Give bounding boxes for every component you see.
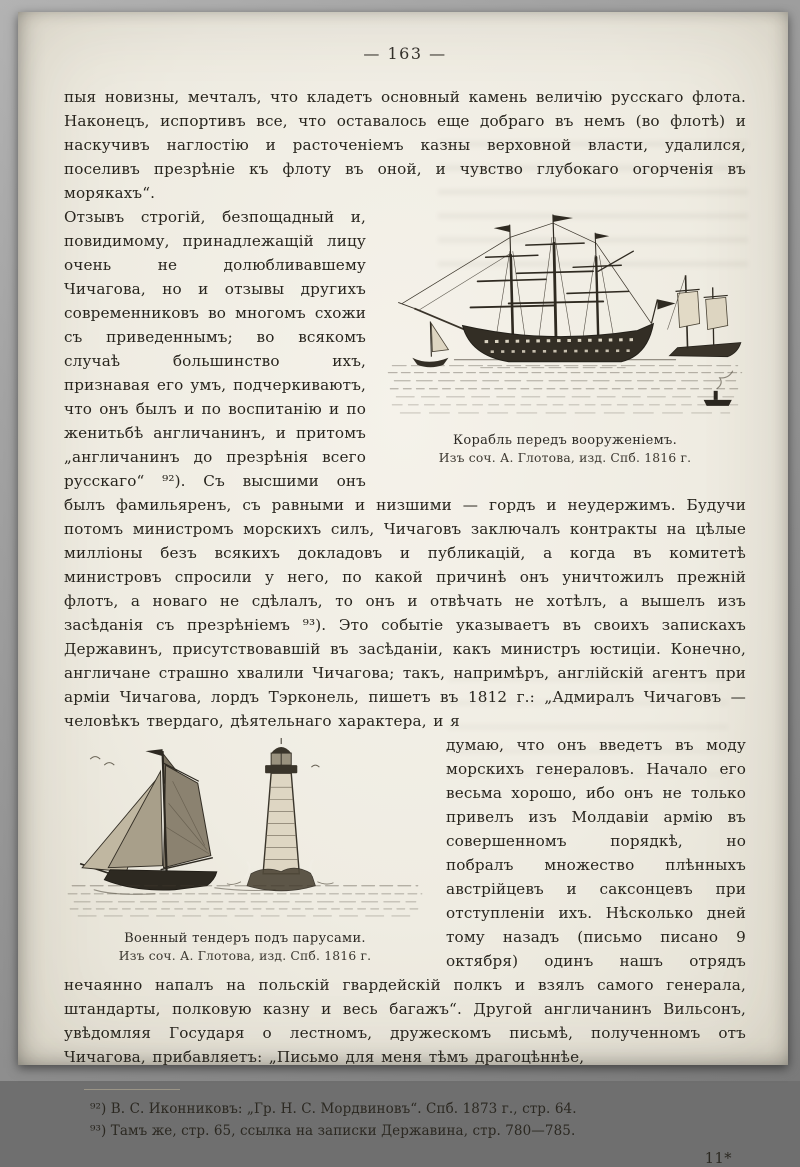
small-steamboat [704,371,733,406]
lighthouse [227,738,334,891]
signature-mark: 11* [704,1151,732,1167]
body-paragraph-1: пыя новизны, мечталъ, что кладетъ основный камень величію русскаго флота. Наконецъ, испортивъ все, что оставалось еще добраго въ немъ (во флотѣ) и наскучивъ наглостію и расточеніемъ казны верховной власти, удалился, поселивъ презрѣніе къ флоту въ оной, и чувство глубокаго огорченія въ морякахъ“. [64,88,746,202]
warship-engraving-illustration [384,209,746,425]
footnote-92: ⁹²) В. С. Иконниковъ: „Гр. Н. С. Мордвиновъ“. Спб. 1873 г., стр. 64. [90,1101,577,1117]
figure-caption-title: Военный тендеръ подъ парусами. [124,931,366,946]
book-page [18,12,788,1167]
figure-caption-title: Корабль передъ вооруженіемъ. [452,433,678,448]
footnote-divider [84,1089,180,1090]
footnote-93: ⁹³) Тамъ же, стр. 65, ссылка на записки Державина, стр. 780—785. [90,1123,576,1139]
sea-hatching [388,360,742,413]
tender-lighthouse-engraving-illustration [64,737,426,923]
page-content [18,12,788,1167]
small-sailboat [412,322,448,368]
second-vessel [667,275,740,356]
tender-sailboat [80,749,217,890]
ship-pennants [494,215,676,309]
footnotes-section [64,1089,746,1141]
figure-caption-source: Изъ соч. А. Глотова, изд. Спб. 1816 г. [438,451,692,465]
figure-caption-source: Изъ соч. А. Глотова, изд. Спб. 1816 г. [118,949,372,963]
figure-warship [384,209,746,465]
ship-hull [463,324,654,362]
figure-caption [384,433,746,465]
figure-caption [64,931,426,963]
figure-tender [64,737,426,963]
sea-hatching [68,886,422,916]
page-number: — 163 — [363,44,447,63]
ship-masts [471,215,634,338]
body-paragraph-2: Отзывъ строгій, безпощадный и, повидимому, принадлежащій лицу очень не долюбливавшему Чичагова, но и отзывы другихъ современниковъ во многомъ схожи съ приведеннымъ; во всякомъ случаѣ большинство ихъ, признавая его умъ, подчеркиваютъ, что онъ былъ и по воспитанію и по женитьбѣ англичанинъ, и притомъ „англичанинъ до презрѣнія всего русскаго“ ⁹²). Съ высшими онъ былъ фамильяренъ, съ равными и низшими — гордъ и неудержимъ. Будучи потомъ министромъ морскихъ силъ, Чичаговъ заключалъ контракты на цѣлые милліоны безъ всякихъ докладовъ и публикацій, а когда въ комитетѣ министровъ спросили у него, по какой причинѣ онъ уничтожилъ прежній флотъ, а новаго не сдѣлалъ, то онъ и отвѣчать не хотѣлъ, а вышелъ изъ засѣданія съ презрѣніемъ ⁹³). Это событіе указываетъ въ своихъ запискахъ Державинъ, присутствовавшій въ засѣданіи, какъ министръ юстиціи. Конечно, англичане страшно хвалили Чичагова; такъ, напримѣръ, англійскій агентъ при арміи Чичагова, лордъ Тэрконель, пишетъ въ 1812 г.: „Адмиралъ Чичаговъ — человѣкъ твердаго, дѣятельнаго характера, и я [64,208,746,730]
body-paragraph-3: думаю, что онъ введетъ въ моду морскихъ генераловъ. Начало его весьма хорошо, ибо онъ не только привелъ изъ Молдавіи армію въ совершенномъ порядкѣ, но побралъ множество плѣнныхъ австрійцевъ и саксонцевъ при отступленіи ихъ. Нѣсколько дней тому назадъ (письмо писано 9 октября) одинъ нашъ отрядъ нечаянно напалъ на польскій гвардейскій полкъ и взялъ самого генерала, штандарты, полковую казну и весь багажъ“. Другой англичанинъ Вильсонъ, увѣдомляя Государя о лестномъ, дружескомъ письмѣ, полученномъ отъ Чичагова, прибавляетъ: „Письмо для меня тѣмъ драгоцѣннѣе, [64,736,746,1066]
